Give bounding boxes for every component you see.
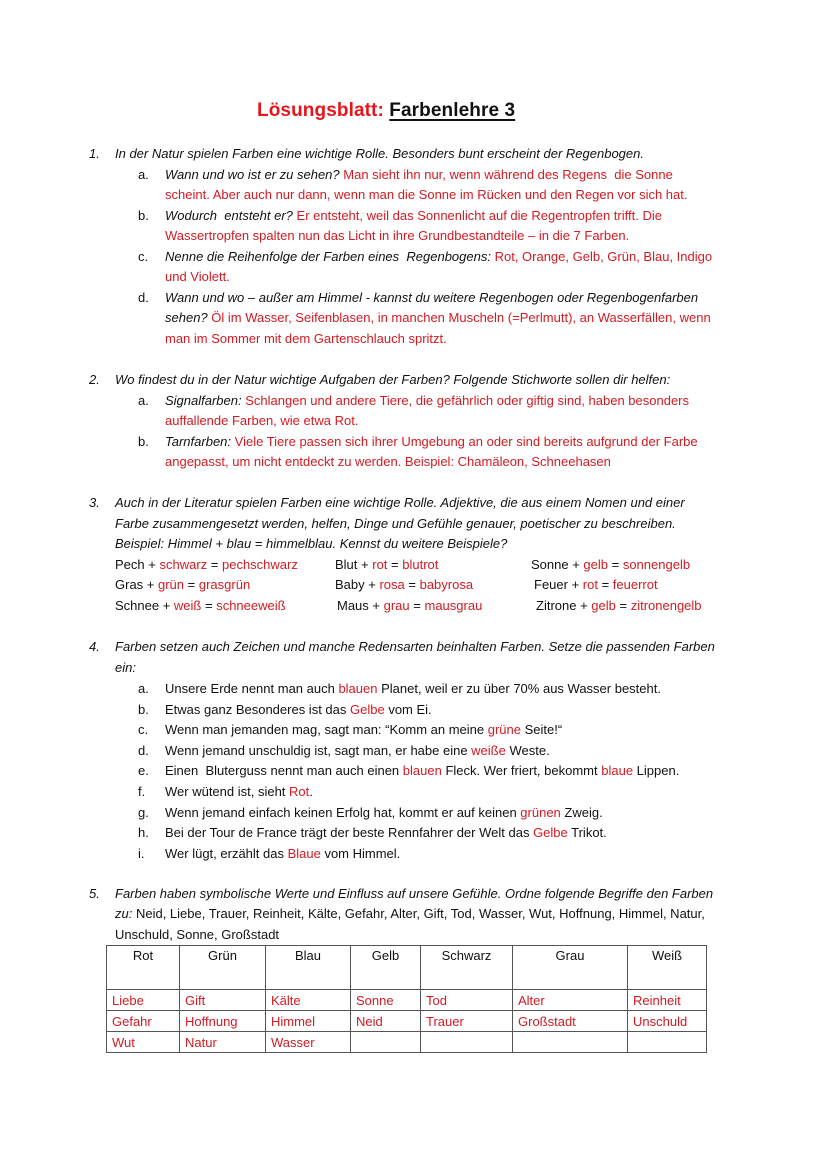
table-cell: Alter	[513, 990, 628, 1011]
compound-item: Blut + rot = blutrot	[335, 557, 439, 572]
sentence-end: Weste.	[505, 743, 550, 758]
compound-noun: Schnee	[115, 598, 160, 613]
sentence-end: vom Himmel.	[320, 846, 401, 861]
compound-item: Zitrone + gelb = zitronengelb	[536, 598, 702, 613]
table-cell: Sonne	[351, 990, 421, 1011]
compound-result: grasgrün	[198, 577, 251, 592]
question-number: 3.	[89, 495, 100, 510]
item-letter: d.	[138, 290, 149, 305]
compound-color: weiß	[173, 598, 202, 613]
compound-result: feuerrot	[612, 577, 658, 592]
compound-item: Schnee + weiß = schneeweiß	[115, 598, 286, 613]
term-list: Neid, Liebe, Trauer, Reinheit, Kälte, Gefahr, Alter, Gift, Tod, Wasser, Wut, Hoffnung, Himmel, Natur,	[132, 906, 705, 921]
list-item	[165, 308, 711, 328]
table-cell: Neid	[351, 1011, 421, 1032]
list-item	[165, 720, 562, 740]
table-cell: Liebe	[107, 990, 180, 1011]
item-answer: Er entsteht, weil das Sonnenlicht auf die Regentropfen trifft. Die	[296, 208, 662, 223]
compound-noun: Pech	[115, 557, 145, 572]
compound-item: Maus + grau = mausgrau	[337, 598, 483, 613]
table-cell: Wut	[107, 1032, 180, 1053]
table-cell	[351, 1032, 421, 1053]
list-item	[165, 165, 673, 185]
table-cell: Gift	[180, 990, 266, 1011]
table-cell	[513, 1032, 628, 1053]
sentence-end: Zweig.	[560, 805, 603, 820]
item-answer: Man sieht ihn nur, wenn während des Regens die Sonne	[343, 167, 673, 182]
table-cell	[421, 1032, 513, 1053]
question-number: 4.	[89, 639, 100, 654]
item-letter: b.	[138, 702, 149, 717]
item-question: Wann und wo ist er zu sehen?	[165, 167, 340, 182]
table-cell: Himmel	[266, 1011, 351, 1032]
compound-item: Feuer + rot = feuerrot	[534, 577, 658, 592]
answer-word: Gelbe	[350, 702, 385, 717]
compound-result: mausgrau	[424, 598, 483, 613]
item-letter: i.	[138, 846, 145, 861]
answer-word: Blaue	[287, 846, 321, 861]
answer-word: weiße	[471, 743, 506, 758]
sentence-start: Bei der Tour de France trägt der beste Rennfahrer der Welt das	[165, 825, 534, 840]
item-letter: c.	[138, 249, 149, 264]
answer-word: grüne	[487, 722, 521, 737]
sentence-start: Wenn man jemanden mag, sagt man: “Komm an meine	[165, 722, 488, 737]
compound-color: rosa	[379, 577, 405, 592]
compound-result: blutrot	[402, 557, 439, 572]
item-question-cont: sehen?	[165, 310, 208, 325]
item-letter: a.	[138, 167, 149, 182]
list-item	[165, 823, 607, 843]
compound-color: grau	[383, 598, 410, 613]
compound-item: Gras + grün = grasgrün	[115, 577, 251, 592]
item-letter: a.	[138, 393, 149, 408]
compound-result: babyrosa	[419, 577, 474, 592]
table-cell: Trauer	[421, 1011, 513, 1032]
item-letter: b.	[138, 208, 149, 223]
question-number: 1.	[89, 146, 100, 161]
sentence-start: Wer wütend ist, sieht	[165, 784, 290, 799]
table-cell: Hoffnung	[180, 1011, 266, 1032]
table-cell: Kälte	[266, 990, 351, 1011]
question-text: Farben setzen auch Zeichen und manche Redensarten beinhalten Farben. Setze die passenden Farben	[115, 639, 715, 654]
question-text: In der Natur spielen Farben eine wichtige Rolle. Besonders bunt erscheint der Regenbogen.	[115, 146, 644, 161]
compound-noun: Maus	[337, 598, 369, 613]
sentence-end: Trikot.	[567, 825, 607, 840]
list-item	[165, 844, 400, 864]
list-item	[165, 741, 550, 761]
item-letter: c.	[138, 722, 149, 737]
compound-color: grün	[158, 577, 185, 592]
list-item	[165, 391, 689, 411]
sentence-end: Seite!“	[521, 722, 563, 737]
answer-word: Gelbe	[533, 825, 568, 840]
table-cell: Großstadt	[513, 1011, 628, 1032]
question-text: Wo findest du in der Natur wichtige Aufgaben der Farben? Folgende Stichworte sollen dir helfen:	[115, 372, 671, 387]
answer-word: blauen	[402, 763, 442, 778]
compound-color: schwarz	[159, 557, 208, 572]
list-item	[165, 803, 603, 823]
compound-item: Pech + schwarz = pechschwarz	[115, 557, 298, 572]
item-letter: d.	[138, 743, 149, 758]
list-item	[165, 432, 698, 452]
answer-word-2: blaue	[601, 763, 634, 778]
sentence-start: Wer lügt, erzählt das	[165, 846, 288, 861]
item-letter: e.	[138, 763, 149, 778]
table-cell: Reinheit	[628, 990, 707, 1011]
list-item	[165, 679, 661, 699]
compound-noun: Zitrone	[536, 598, 577, 613]
item-answer: Rot, Orange, Gelb, Grün, Blau, Indigo	[494, 249, 713, 264]
color-symbol-table	[106, 945, 707, 1053]
question-text-zu: zu:	[115, 906, 133, 921]
question-number: 5.	[89, 886, 100, 901]
compound-noun: Gras	[115, 577, 144, 592]
question-text: Auch in der Literatur spielen Farben eine wichtige Rolle. Adjektive, die aus einem Nomen und einer	[115, 495, 685, 510]
list-item	[165, 782, 313, 802]
item-answer: Schlangen und andere Tiere, die gefährlich oder giftig sind, haben besonders	[245, 393, 690, 408]
question-example: Beispiel: Himmel + blau = himmelblau. Kennst du weitere Beispiele?	[115, 536, 508, 551]
compound-result: pechschwarz	[221, 557, 298, 572]
table-header-row	[107, 946, 707, 990]
item-answer-cont: man im Sommer mit dem Gartenschlauch spritzt.	[165, 331, 447, 346]
answer-word: blauen	[338, 681, 378, 696]
question-number: 2.	[89, 372, 100, 387]
table-cell: Unschuld	[628, 1011, 707, 1032]
item-question: Wann und wo – außer am Himmel - kannst du weitere Regenbogen oder Regenbogenfarben	[165, 290, 699, 305]
compound-result: zitronengelb	[630, 598, 702, 613]
item-letter: b.	[138, 434, 149, 449]
item-answer-cont: scheint. Aber auch nur dann, wenn man die Sonne im Rücken und den Regen vor sich hat.	[165, 187, 688, 202]
sentence-end: Planet, weil er zu über 70% aus Wasser besteht.	[377, 681, 661, 696]
compound-color: gelb	[583, 557, 608, 572]
page-title	[257, 100, 515, 122]
compound-color: rot	[582, 577, 598, 592]
item-question: Signalfarben:	[165, 393, 242, 408]
question-text-cont	[115, 904, 705, 924]
item-answer-cont: Wassertropfen spalten nun das Licht in ihre Grundbestandteile – in die 7 Farben.	[165, 228, 630, 243]
compound-item: Baby + rosa = babyrosa	[335, 577, 474, 592]
table-row	[107, 1011, 707, 1032]
compound-item: Sonne + gelb = sonnengelb	[531, 557, 691, 572]
sentence-end-2: Lippen.	[633, 763, 680, 778]
table-cell: Tod	[421, 990, 513, 1011]
title-topic: Farbenlehre 3	[389, 100, 516, 121]
compound-result: schneeweiß	[216, 598, 286, 613]
table-header-weiss: Weiß	[628, 946, 707, 990]
item-question: Nenne die Reihenfolge der Farben eines Regenbogens:	[165, 249, 491, 264]
sentence-start: Wenn jemand einfach keinen Erfolg hat, kommt er auf keinen	[165, 805, 521, 820]
compound-color: gelb	[591, 598, 616, 613]
item-question: Tarnfarben:	[165, 434, 232, 449]
table-header-rot: Rot	[107, 946, 180, 990]
item-letter: f.	[138, 784, 146, 799]
table-row	[107, 1032, 707, 1053]
table-cell: Natur	[180, 1032, 266, 1053]
list-item	[165, 700, 432, 720]
item-letter: a.	[138, 681, 149, 696]
table-cell: Wasser	[266, 1032, 351, 1053]
table-header-blau: Blau	[266, 946, 351, 990]
item-answer-cont: und Violett.	[165, 269, 230, 284]
list-item	[165, 206, 662, 226]
answer-word: Rot	[289, 784, 310, 799]
item-answer: Öl im Wasser, Seifenblasen, in manchen Muscheln (=Perlmutt), an Wasserfällen, wenn	[211, 310, 711, 325]
sentence-start: Unsere Erde nennt man auch	[165, 681, 339, 696]
item-letter: g.	[138, 805, 149, 820]
question-text: Farben haben symbolische Werte und Einfluss auf unsere Gefühle. Ordne folgende Begriffe den Farben	[115, 886, 714, 901]
sentence-end: .	[309, 784, 313, 799]
item-question: Wodurch entsteht er?	[165, 208, 293, 223]
item-answer-cont: auffallende Farben, wie etwa Rot.	[165, 413, 359, 428]
sentence-end: vom Ei.	[384, 702, 432, 717]
compound-noun: Feuer	[534, 577, 568, 592]
table-row	[107, 990, 707, 1011]
table-header-schwarz: Schwarz	[421, 946, 513, 990]
item-answer: Viele Tiere passen sich ihrer Umgebung an oder sind bereits aufgrund der Farbe	[234, 434, 698, 449]
table-header-grau: Grau	[513, 946, 628, 990]
list-item	[165, 247, 712, 267]
compound-noun: Sonne	[531, 557, 569, 572]
table-cell: Gefahr	[107, 1011, 180, 1032]
compound-result: sonnengelb	[622, 557, 691, 572]
answer-word: grünen	[520, 805, 561, 820]
compound-color: rot	[372, 557, 388, 572]
list-item	[165, 761, 679, 781]
question-text-cont: ein:	[115, 660, 136, 675]
table-cell	[628, 1032, 707, 1053]
sentence-start: Etwas ganz Besonderes ist das	[165, 702, 350, 717]
compound-noun: Blut	[335, 557, 358, 572]
sentence-start: Wenn jemand unschuldig ist, sagt man, er habe eine	[165, 743, 472, 758]
term-list-cont: Unschuld, Sonne, Großstadt	[115, 927, 280, 942]
sentence-end: Fleck. Wer friert, bekommt	[441, 763, 602, 778]
table-header-gelb: Gelb	[351, 946, 421, 990]
compound-noun: Baby	[335, 577, 365, 592]
table-header-gruen: Grün	[180, 946, 266, 990]
item-answer-cont: angepasst, um nicht entdeckt zu werden. Beispiel: Chamäleon, Schneehasen	[165, 454, 611, 469]
title-label: Lösungsblatt:	[257, 100, 384, 121]
item-letter: h.	[138, 825, 149, 840]
question-text-cont: Farbe zusammengesetzt werden, helfen, Dinge und Gefühle genauer, poetischer zu beschreiben.	[115, 516, 676, 531]
sentence-start: Einen Bluterguss nennt man auch einen	[165, 763, 403, 778]
